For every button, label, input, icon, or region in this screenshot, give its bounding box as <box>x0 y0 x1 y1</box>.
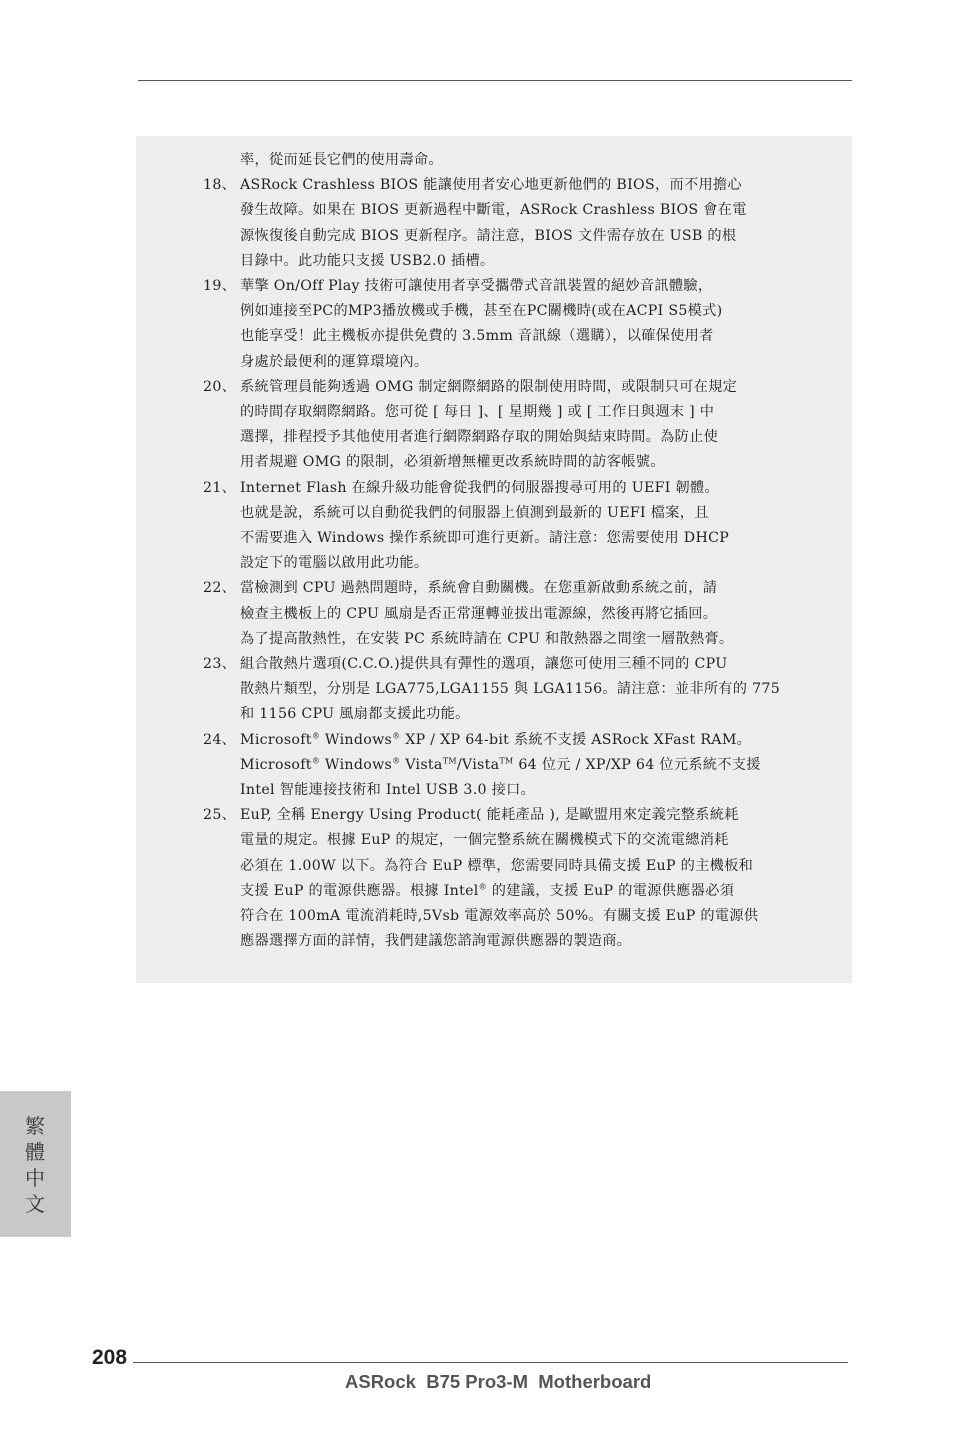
item-line <box>240 879 802 904</box>
intro-line: 率，從而延長它們的使用壽命。 <box>240 152 443 168</box>
item-line: 當檢測到 CPU 過熱問題時，系統會自動關機。在您重新啟動系統之前，請 <box>240 580 718 597</box>
item-line: 源恢復後自動完成 BIOS 更新程序。請注意，BIOS 文件需存放在 USB 的根 <box>240 227 737 244</box>
language-char: 中 <box>25 1166 45 1190</box>
registered-mark: ® <box>478 882 487 892</box>
item-line: 必須在 1.00W 以下。為符合 EuP 標準，您需要同時具備支援 EuP 的主機板和 <box>240 857 754 874</box>
item-number: 25、 <box>203 807 237 824</box>
item-number: 24、 <box>203 731 237 748</box>
language-char: 文 <box>25 1192 45 1216</box>
item-text: XP / XP 64-bit 系統不支援 ASRock XFast RAM。 <box>400 731 752 748</box>
item-line <box>240 728 802 753</box>
item-line: 也能享受！此主機板亦提供免費的 3.5mm 音訊線（選購），以確保使用者 <box>240 328 714 345</box>
language-side-tab <box>0 1091 71 1237</box>
item-number: 18、 <box>203 177 237 194</box>
item-line: 身處於最便利的運算環境內。 <box>240 353 429 370</box>
item-line: 和 1156 CPU 風扇都支援此功能。 <box>240 706 470 723</box>
item-line: EuP, 全稱 Energy Using Product( 能耗產品 ), 是歐盟用來定義完整系統耗 <box>240 807 739 824</box>
item-line: 系統管理員能夠透過 OMG 制定網際網路的限制使用時間，或限制只可在規定 <box>240 378 738 395</box>
feature-list <box>200 173 802 954</box>
item-number: 20、 <box>203 378 237 395</box>
item-line: 符合在 100mA 電流消耗時,5Vsb 電源效率高於 50%。有關支援 EuP 的電源供 <box>240 908 759 925</box>
item-line: 選擇，排程授予其他使用者進行網際網路存取的開始與結束時間。為防止使 <box>240 429 719 446</box>
windows-text: Windows <box>320 756 393 773</box>
item-line: 發生故障。如果在 BIOS 更新過程中斷電，ASRock Crashless BIOS 會在電 <box>240 202 747 219</box>
item-number: 21、 <box>203 479 237 496</box>
microsoft-text: Microsoft <box>240 731 312 748</box>
list-item-20 <box>200 375 802 476</box>
item-line: 例如連接至PC的MP3播放機或手機，甚至在PC關機時(或在ACPI S5模式) <box>240 303 723 320</box>
item-line: 為了提高散熱性，在安裝 PC 系統時請在 CPU 和散熱器之間塗一層散熱膏。 <box>240 630 734 647</box>
item-line: 電量的規定。根據 EuP 的規定，一個完整系統在關機模式下的交流電總消耗 <box>240 832 729 849</box>
language-char: 體 <box>25 1140 45 1164</box>
item-line: 散熱片類型，分別是 LGA775,LGA1155 與 LGA1156。請注意：並非所有的 775 <box>240 681 781 698</box>
item-line: 設定下的電腦以啟用此功能。 <box>240 555 429 572</box>
item-number: 22、 <box>203 580 237 597</box>
item-line: 目錄中。此功能只支援 USB2.0 插槽。 <box>240 252 495 269</box>
registered-mark: ® <box>311 730 321 740</box>
bottom-rule <box>133 1362 848 1363</box>
item-line: 的時間存取網際網路。您可從 [ 每日 ]、[ 星期幾 ] 或 [ 工作日與週末 ] 中 <box>240 404 715 421</box>
item-line: 華擎 On/Off Play 技術可讓使用者享受攜帶式音訊裝置的絕妙音訊體驗， <box>240 278 713 295</box>
trademark-mark: TM <box>499 756 514 766</box>
language-label <box>22 1113 48 1217</box>
list-item-24 <box>200 728 802 804</box>
list-item-18 <box>200 173 802 274</box>
trademark-mark: TM <box>442 756 457 766</box>
page-number: 208 <box>92 1346 128 1369</box>
top-rule <box>138 80 852 81</box>
registered-mark: ® <box>311 756 321 766</box>
item-text: 64 位元 / XP/XP 64 位元系統不支援 <box>513 756 761 773</box>
windows-text: Windows <box>320 731 393 748</box>
item-line: ASRock Crashless BIOS 能讓使用者安心地更新他們的 BIOS，而不用擔心 <box>240 177 742 194</box>
item-line: 組合散熱片選項(C.C.O.)提供具有彈性的選項，讓您可使用三種不同的 CPU <box>240 656 728 673</box>
footer-title: ASRock B75 Pro3-M Motherboard <box>345 1371 652 1392</box>
content-box <box>136 136 852 983</box>
item-line: Intel 智能連接技術和 Intel USB 3.0 接口。 <box>240 782 536 799</box>
list-item-23 <box>200 652 802 728</box>
item-line: 不需要進入 Windows 操作系統即可進行更新。請注意：您需要使用 DHCP <box>240 530 730 547</box>
item-number: 19、 <box>203 278 237 295</box>
microsoft-text: Microsoft <box>240 756 312 773</box>
list-item-21 <box>200 476 802 577</box>
list-item-25 <box>200 803 802 954</box>
registered-mark: ® <box>392 730 401 740</box>
item-number: 23、 <box>203 656 237 673</box>
item-text: 支援 EuP 的電源供應器。根據 Intel <box>240 882 479 899</box>
list-item-22 <box>200 576 802 652</box>
item-line: 應器選擇方面的詳情，我們建議您諮詢電源供應器的製造商。 <box>240 933 632 950</box>
item-line: 也就是說，系統可以自動從我們的伺服器上偵測到最新的 UEFI 檔案，且 <box>240 504 709 521</box>
item-line: 用者規避 OMG 的限制，必須新增無權更改系統時間的訪客帳號。 <box>240 454 665 471</box>
item-line: 檢查主機板上的 CPU 風扇是否正常運轉並拔出電源線，然後再將它插回。 <box>240 605 718 622</box>
registered-mark: ® <box>392 756 401 766</box>
vista-text: Vista <box>400 756 443 773</box>
item-line: Internet Flash 在線升級功能會從我們的伺服器搜尋可用的 UEFI 韌體。 <box>240 479 719 496</box>
list-item-19 <box>200 274 802 375</box>
item-line <box>240 753 802 778</box>
item-text: 的建議，支援 EuP 的電源供應器必須 <box>486 882 735 899</box>
vista-text: /Vista <box>456 756 500 773</box>
language-char: 繁 <box>25 1114 45 1138</box>
